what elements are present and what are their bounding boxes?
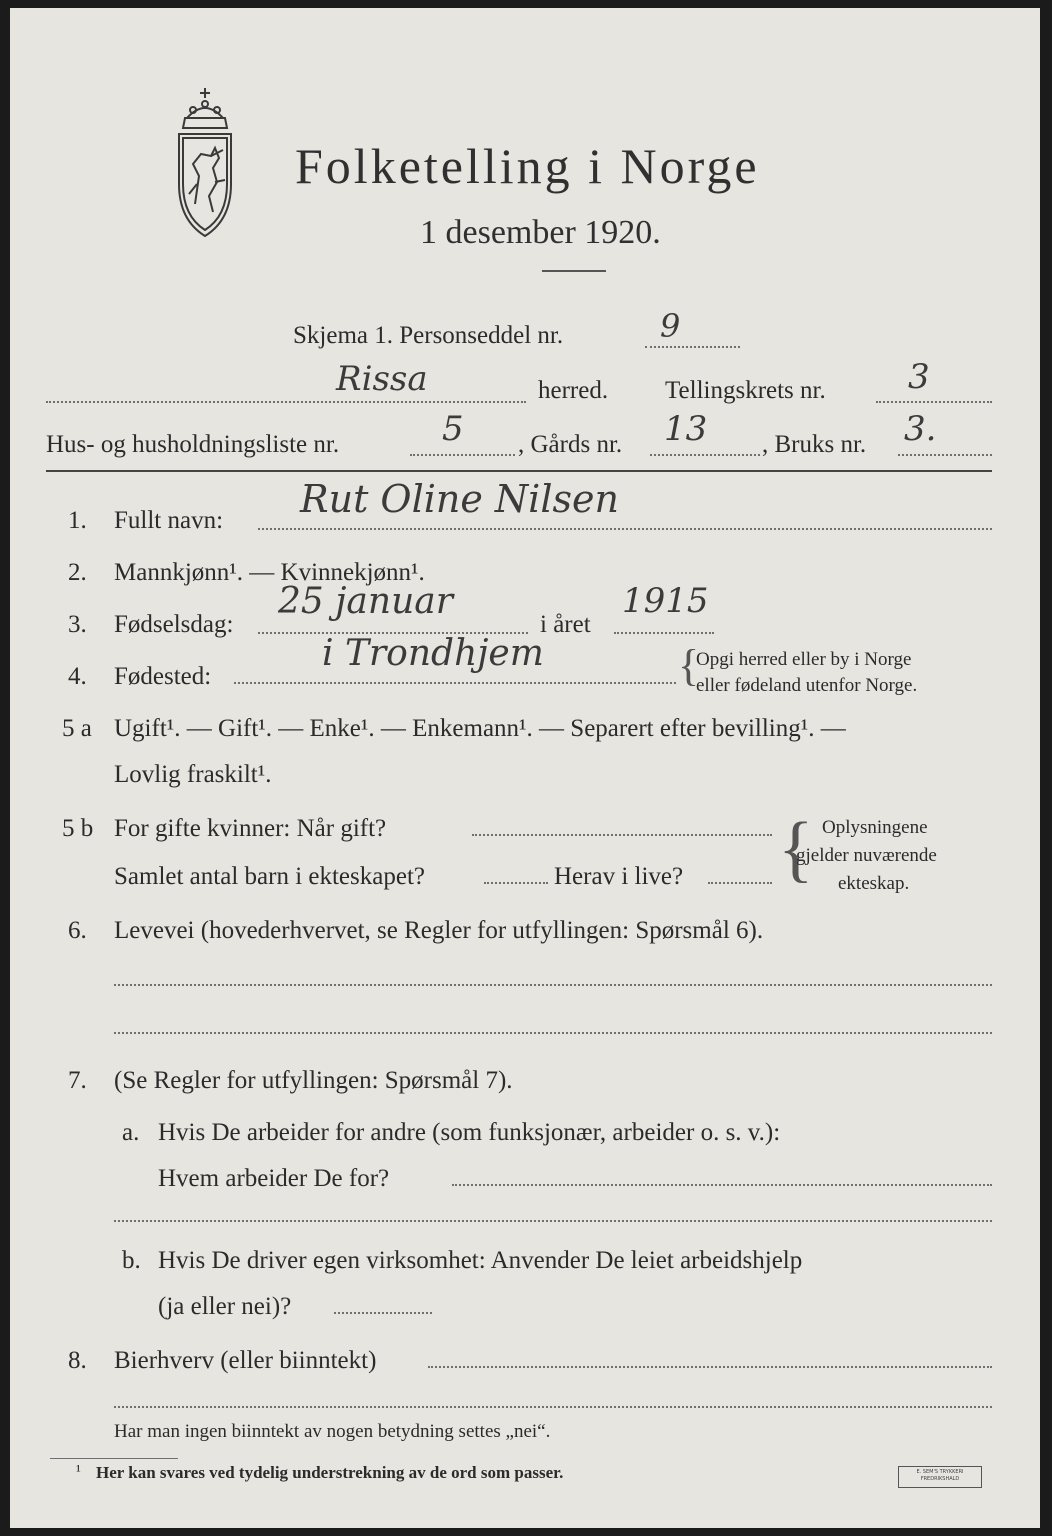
q4-number: 4. (68, 663, 87, 690)
footnote-rule (50, 1458, 178, 1459)
gards-label: , Gårds nr. (518, 431, 623, 458)
q7a-dots-2 (114, 1220, 992, 1222)
q8-dots-2 (114, 1406, 992, 1408)
q3-label: Fødselsdag: (114, 611, 234, 638)
q7b-line-1: Hvis De driver egen virksomhet: Anvender De leiet arbeidshjelp (158, 1247, 803, 1274)
personseddel-value: 9 (660, 307, 681, 345)
q7b-line-2: (ja eller nei)? (158, 1293, 292, 1320)
footnote-text: Her kan svares ved tydelig understrekning av de ord som passer. (96, 1463, 564, 1482)
q5b-line-2b: Herav i live? (554, 863, 684, 890)
footer-note: Har man ingen biinntekt av nogen betydning settes „nei“. (114, 1421, 551, 1442)
q8-label: Bierhverv (eller biinntekt) (114, 1347, 377, 1374)
q4-value: i Trondhjem (322, 633, 544, 674)
q7-label: (Se Regler for utfyllingen: Spørsmål 7). (114, 1067, 513, 1094)
herred-value: Rissa (336, 359, 428, 399)
q7b-dots (334, 1312, 432, 1314)
q6-dots-1 (114, 984, 992, 986)
q3-year-dots (614, 632, 714, 634)
gards-value: 13 (664, 409, 708, 449)
herred-dots (46, 401, 526, 403)
q1-dots (258, 528, 992, 530)
q6-number: 6. (68, 917, 87, 944)
schema-label: Skjema 1. Personseddel nr. (293, 322, 564, 349)
printer-stamp (898, 1466, 982, 1488)
q4-label: Fødested: (114, 663, 212, 690)
bruks-label: , Bruks nr. (762, 431, 867, 458)
census-form (10, 8, 1040, 1528)
q4-note-1: Opgi herred eller by i Norge (696, 649, 912, 670)
q7a-dots-1 (452, 1184, 992, 1186)
q5b-note-3: ekteskap. (838, 873, 910, 894)
husholdning-label: Hus- og husholdningsliste nr. (46, 431, 340, 458)
q5b-gift-dots (472, 834, 772, 836)
form-title: Folketelling i Norge (295, 138, 760, 194)
q8-number: 8. (68, 1347, 87, 1374)
q7b-letter: b. (122, 1247, 141, 1274)
q5b-line-1: For gifte kvinner: Når gift? (114, 815, 387, 842)
q5a-number: 5 a (62, 715, 92, 742)
herred-label: herred. (538, 377, 609, 404)
q6-label: Levevei (hovederhvervet, se Regler for utfyllingen: Spørsmål 6). (114, 917, 764, 944)
q4-dots (234, 682, 676, 684)
q3-value: 25 januar (278, 581, 453, 622)
gards-dots (650, 454, 760, 456)
q5a-line-2: Lovlig fraskilt¹. (114, 761, 272, 788)
q5b-live-dots (708, 882, 772, 884)
q5b-line-2a: Samlet antal barn i ekteskapet? (114, 863, 425, 890)
husholdning-value: 5 (442, 409, 464, 449)
printer-stamp-text: E. SEM'S TRYKKERI FREDRIKSHALD (916, 1469, 964, 1482)
q2-number: 2. (68, 559, 87, 586)
q3-number: 3. (68, 611, 87, 638)
tellingskrets-dots (876, 401, 992, 403)
q8-dots-1 (428, 1366, 992, 1368)
q7a-line-1: Hvis De arbeider for andre (som funksjonær, arbeider o. s. v.): (158, 1119, 781, 1146)
q7a-line-2: Hvem arbeider De for? (158, 1165, 390, 1192)
q3-year-label: i året (540, 611, 591, 638)
q5b-brace: { (778, 808, 814, 890)
q5b-number: 5 b (62, 815, 94, 842)
q5b-note-2: gjelder nuværende (796, 845, 937, 866)
q5b-note-1: Oplysningene (822, 817, 928, 838)
personseddel-dots (645, 346, 740, 348)
q5a-line-1: Ugift¹. — Gift¹. — Enke¹. — Enkemann¹. — Separert efter bevilling¹. — (114, 715, 846, 742)
tellingskrets-label: Tellingskrets nr. (665, 377, 826, 404)
tellingskrets-value: 3 (908, 357, 930, 397)
husholdning-dots (410, 454, 515, 456)
q4-note-2: eller fødeland utenfor Norge. (696, 675, 918, 696)
coat-of-arms-icon (165, 84, 245, 244)
footnote-mark: ¹ (76, 1463, 81, 1480)
q1-value: Rut Oline Nilsen (300, 477, 619, 521)
title-divider (542, 270, 606, 272)
q1-number: 1. (68, 507, 87, 534)
q2-label: Mannkjønn¹. — Kvinnekjønn¹. (114, 559, 425, 586)
header-divider (46, 470, 992, 472)
q1-label: Fullt navn: (114, 507, 224, 534)
q5b-barn-dots (484, 882, 548, 884)
census-date: 1 desember 1920. (420, 214, 661, 251)
q3-year-value: 1915 (622, 581, 709, 621)
q7a-letter: a. (122, 1119, 140, 1146)
q6-dots-2 (114, 1032, 992, 1034)
bruks-dots (898, 454, 992, 456)
q7-number: 7. (68, 1067, 87, 1094)
bruks-value: 3. (904, 409, 937, 449)
q4-brace: { (678, 641, 700, 690)
